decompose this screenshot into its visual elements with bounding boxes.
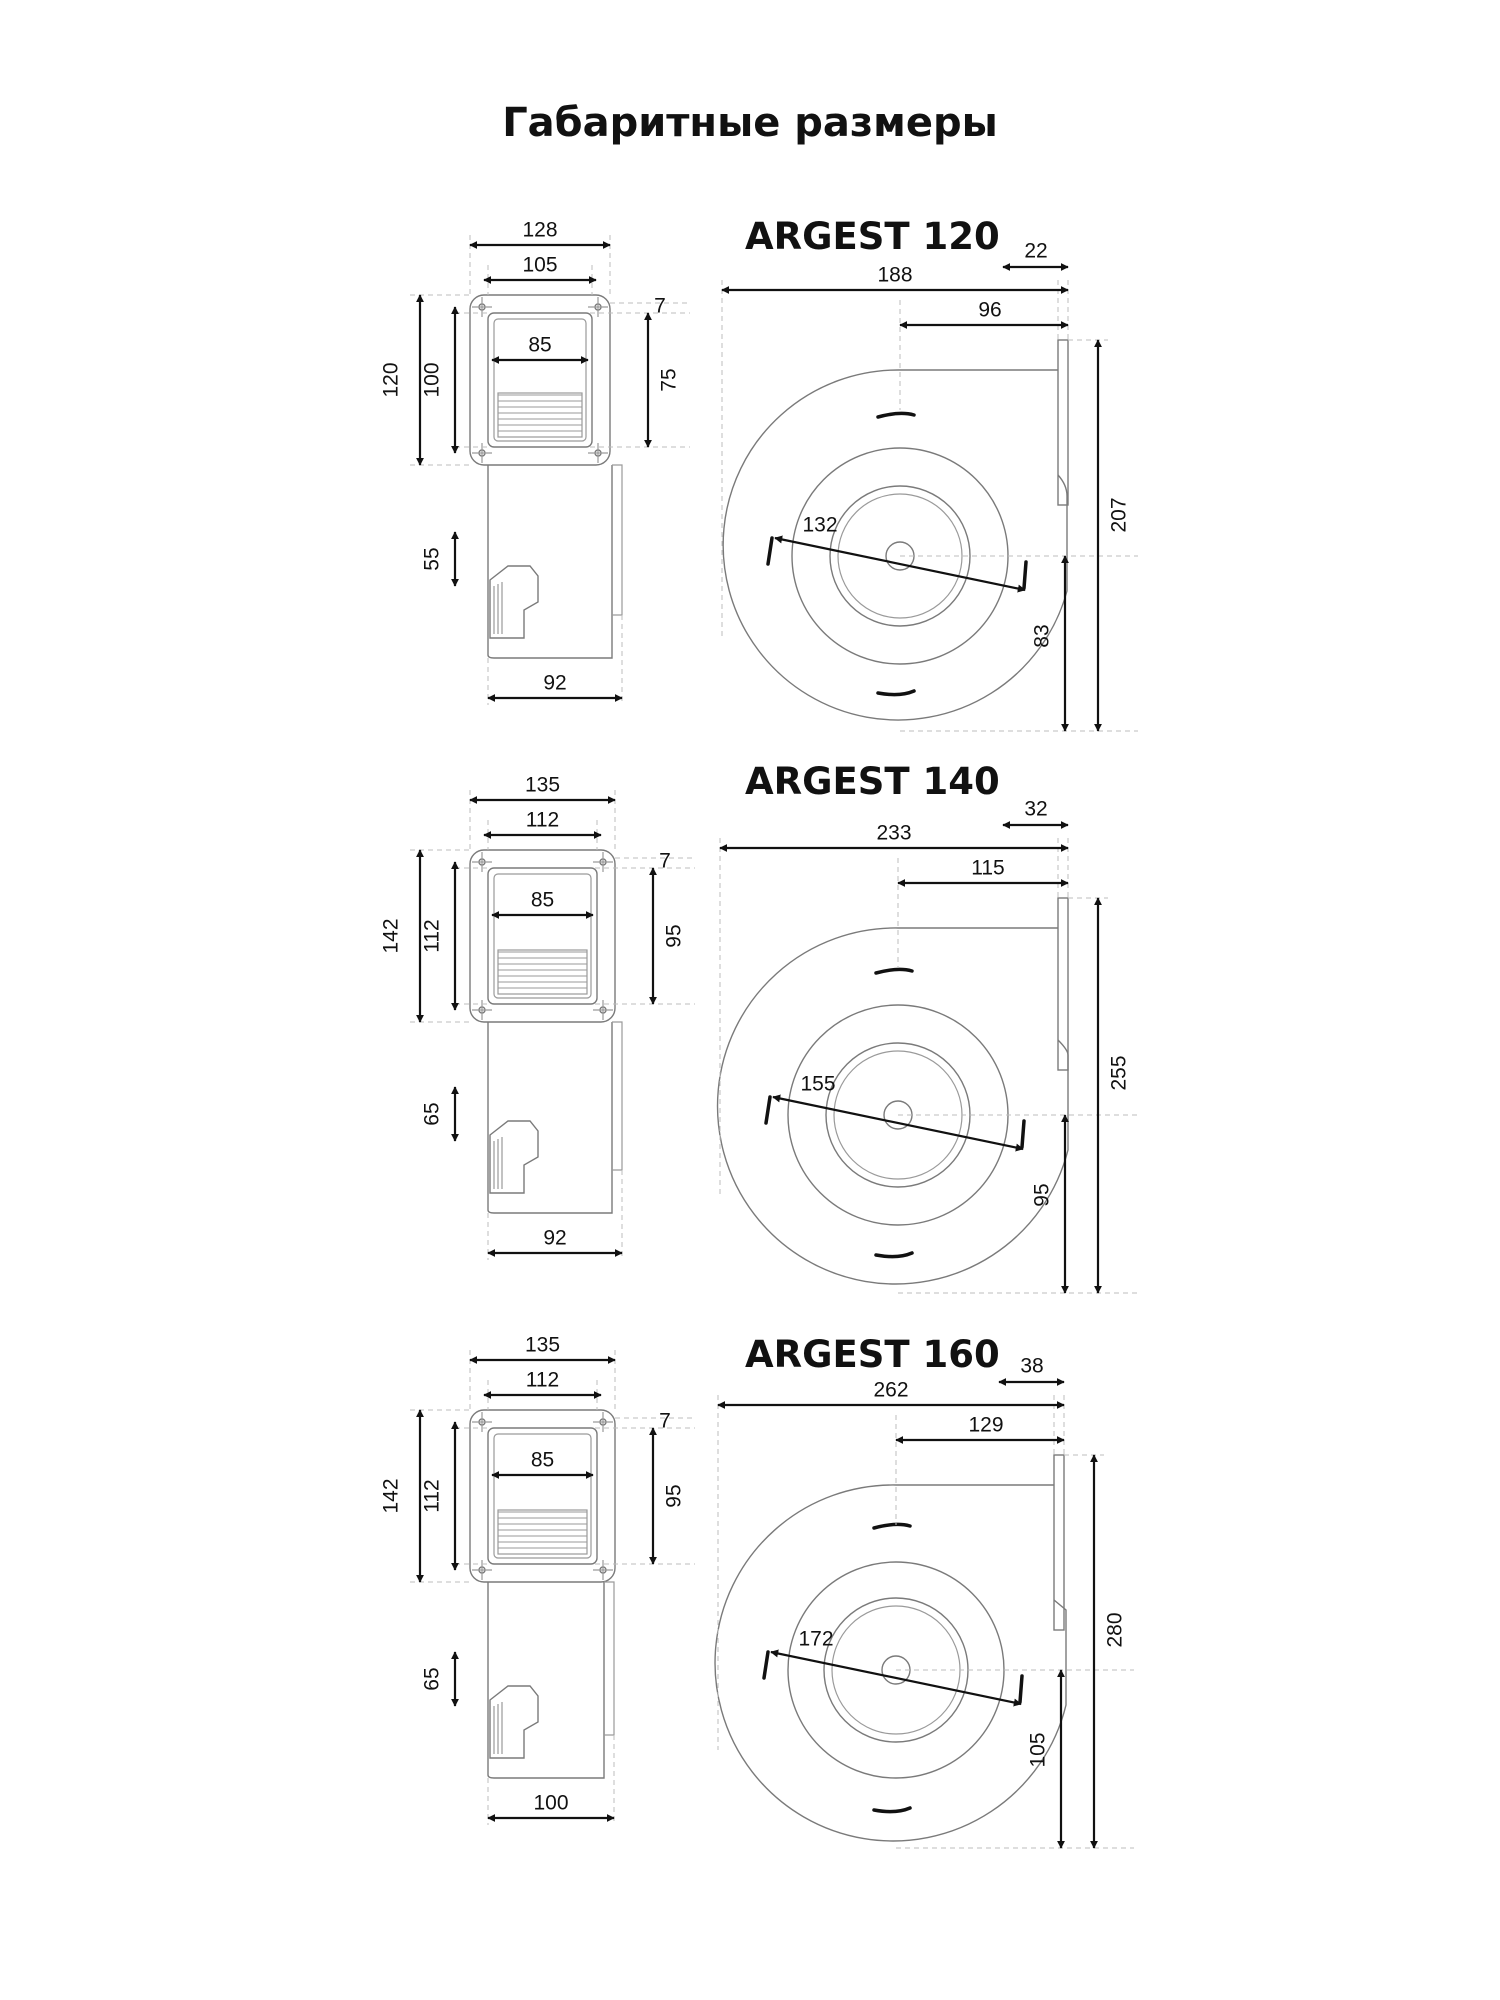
motor-body bbox=[488, 1582, 604, 1778]
dim-body-width-label: 100 bbox=[533, 1791, 569, 1815]
screw-icon-cross bbox=[472, 1000, 492, 1020]
dim-opening-height-label: 95 bbox=[662, 1484, 686, 1508]
dim-inner-height-label: 112 bbox=[420, 1479, 444, 1513]
screw-icon-cross bbox=[588, 297, 608, 317]
dim-diameter-line bbox=[773, 1097, 1023, 1149]
dim-inner-width-label: 105 bbox=[522, 253, 558, 277]
connector-icon bbox=[490, 1121, 538, 1193]
dim-flange-label: 32 bbox=[1024, 797, 1048, 821]
mount-mark bbox=[874, 1808, 910, 1812]
connector-icon bbox=[490, 566, 538, 638]
dim-body-offset-label: 55 bbox=[420, 547, 444, 571]
dim-opening-height-label: 75 bbox=[657, 368, 681, 392]
front-flange bbox=[470, 850, 615, 1022]
mount-mark bbox=[764, 1652, 768, 1678]
connector-ribs bbox=[494, 1137, 502, 1189]
screw-icon-cross bbox=[593, 1412, 613, 1432]
dim-outlet-offset-label: 129 bbox=[968, 1413, 1004, 1437]
dim-diameter-label: 132 bbox=[802, 513, 838, 537]
dim-diameter-line bbox=[775, 538, 1025, 590]
dim-outer-height-label: 120 bbox=[379, 362, 403, 398]
dim-inner-width-label: 112 bbox=[525, 1368, 560, 1392]
screw-icon-cross bbox=[472, 1560, 492, 1580]
dim-outer-width-label: 135 bbox=[524, 773, 561, 797]
screw-icon-cross bbox=[593, 1000, 613, 1020]
mount-mark bbox=[876, 1253, 912, 1257]
dim-diameter-line bbox=[771, 1652, 1021, 1704]
dim-total-length-label: 188 bbox=[877, 263, 913, 287]
dim-outer-height-label: 142 bbox=[379, 918, 403, 954]
dim-outer-width-label: 128 bbox=[522, 218, 558, 242]
connector-ribs bbox=[494, 1702, 502, 1754]
screw-icon-cross bbox=[593, 852, 613, 872]
dim-opening-width-label: 85 bbox=[530, 888, 555, 912]
outlet-flange bbox=[1058, 898, 1068, 1070]
grille-frame bbox=[498, 950, 587, 994]
mount-mark bbox=[1022, 1121, 1024, 1147]
mount-mark bbox=[1020, 1676, 1022, 1702]
dim-total-length-label: 233 bbox=[876, 821, 912, 845]
guide-lines bbox=[470, 1350, 615, 1825]
dim-diameter-label: 155 bbox=[800, 1072, 836, 1096]
guide-lines bbox=[720, 838, 1138, 1293]
dim-axis-height-label: 105 bbox=[1026, 1732, 1050, 1768]
screw-icon-cross bbox=[588, 443, 608, 463]
mount-mark bbox=[878, 691, 914, 695]
guide-lines bbox=[470, 235, 622, 705]
dim-body-width-label: 92 bbox=[543, 1226, 567, 1250]
motor-body bbox=[488, 465, 612, 658]
screw-icon-cross bbox=[472, 1412, 492, 1432]
dim-opening-height-label: 95 bbox=[662, 924, 686, 948]
mount-mark bbox=[874, 1524, 910, 1528]
outlet-flange bbox=[1058, 340, 1068, 505]
screw-icon-cross bbox=[472, 297, 492, 317]
dim-edge-offset-label: 7 bbox=[659, 849, 671, 873]
dim-total-height-label: 207 bbox=[1107, 497, 1131, 533]
dim-body-offset-label: 65 bbox=[420, 1667, 444, 1691]
diagram-layer bbox=[380, 219, 1138, 1848]
guide-lines bbox=[718, 1395, 1134, 1848]
dim-outlet-offset-label: 115 bbox=[971, 856, 1005, 880]
model-title-160: ARGEST 160 bbox=[745, 1333, 1000, 1376]
dim-opening-width-label: 85 bbox=[530, 1448, 555, 1472]
mount-mark bbox=[876, 969, 912, 973]
mount-mark bbox=[1024, 562, 1026, 588]
dim-axis-height-label: 95 bbox=[1030, 1183, 1054, 1207]
motor-side bbox=[604, 1582, 614, 1735]
dim-edge-offset-label: 7 bbox=[659, 1409, 671, 1433]
scroll-housing bbox=[723, 370, 1067, 720]
screw-icon-cross bbox=[472, 443, 492, 463]
page-title: Габаритные размеры bbox=[502, 100, 998, 146]
dim-total-height-label: 255 bbox=[1107, 1055, 1131, 1091]
motor-body bbox=[488, 1022, 612, 1213]
front-flange bbox=[470, 1410, 615, 1582]
dim-inner-height-label: 100 bbox=[420, 362, 444, 398]
dim-inner-height-label: 112 bbox=[420, 919, 444, 953]
dim-body-offset-label: 65 bbox=[420, 1102, 444, 1126]
dim-outlet-offset-label: 96 bbox=[978, 298, 1002, 322]
mount-mark bbox=[766, 1097, 770, 1123]
connector-icon bbox=[490, 1686, 538, 1758]
front-flange bbox=[470, 295, 610, 465]
dim-opening-width-label: 85 bbox=[528, 333, 552, 357]
dim-total-height-label: 280 bbox=[1103, 1612, 1127, 1648]
guide-lines bbox=[470, 790, 622, 1260]
screw-icon-cross bbox=[593, 1560, 613, 1580]
dim-outer-width-label: 135 bbox=[524, 1333, 561, 1357]
model-title-120: ARGEST 120 bbox=[745, 215, 1000, 258]
mount-mark bbox=[768, 538, 772, 564]
motor-side bbox=[612, 465, 622, 615]
dim-diameter-label: 172 bbox=[798, 1627, 834, 1651]
dim-flange-label: 38 bbox=[1020, 1354, 1044, 1378]
dim-outer-height-label: 142 bbox=[379, 1478, 403, 1514]
grille-frame bbox=[498, 393, 582, 437]
dim-flange-label: 22 bbox=[1024, 239, 1048, 263]
connector-ribs bbox=[494, 582, 502, 634]
dim-axis-height-label: 83 bbox=[1030, 624, 1054, 648]
grille-frame bbox=[498, 1510, 587, 1554]
model-title-140: ARGEST 140 bbox=[745, 760, 1000, 803]
guide-lines bbox=[722, 280, 1138, 731]
dim-total-length-label: 262 bbox=[873, 1378, 909, 1402]
dim-body-width-label: 92 bbox=[543, 671, 567, 695]
mount-mark bbox=[878, 413, 914, 417]
dim-inner-width-label: 112 bbox=[525, 808, 560, 832]
motor-side bbox=[612, 1022, 622, 1170]
screw-icon-cross bbox=[472, 852, 492, 872]
dim-edge-offset-label: 7 bbox=[654, 294, 666, 318]
